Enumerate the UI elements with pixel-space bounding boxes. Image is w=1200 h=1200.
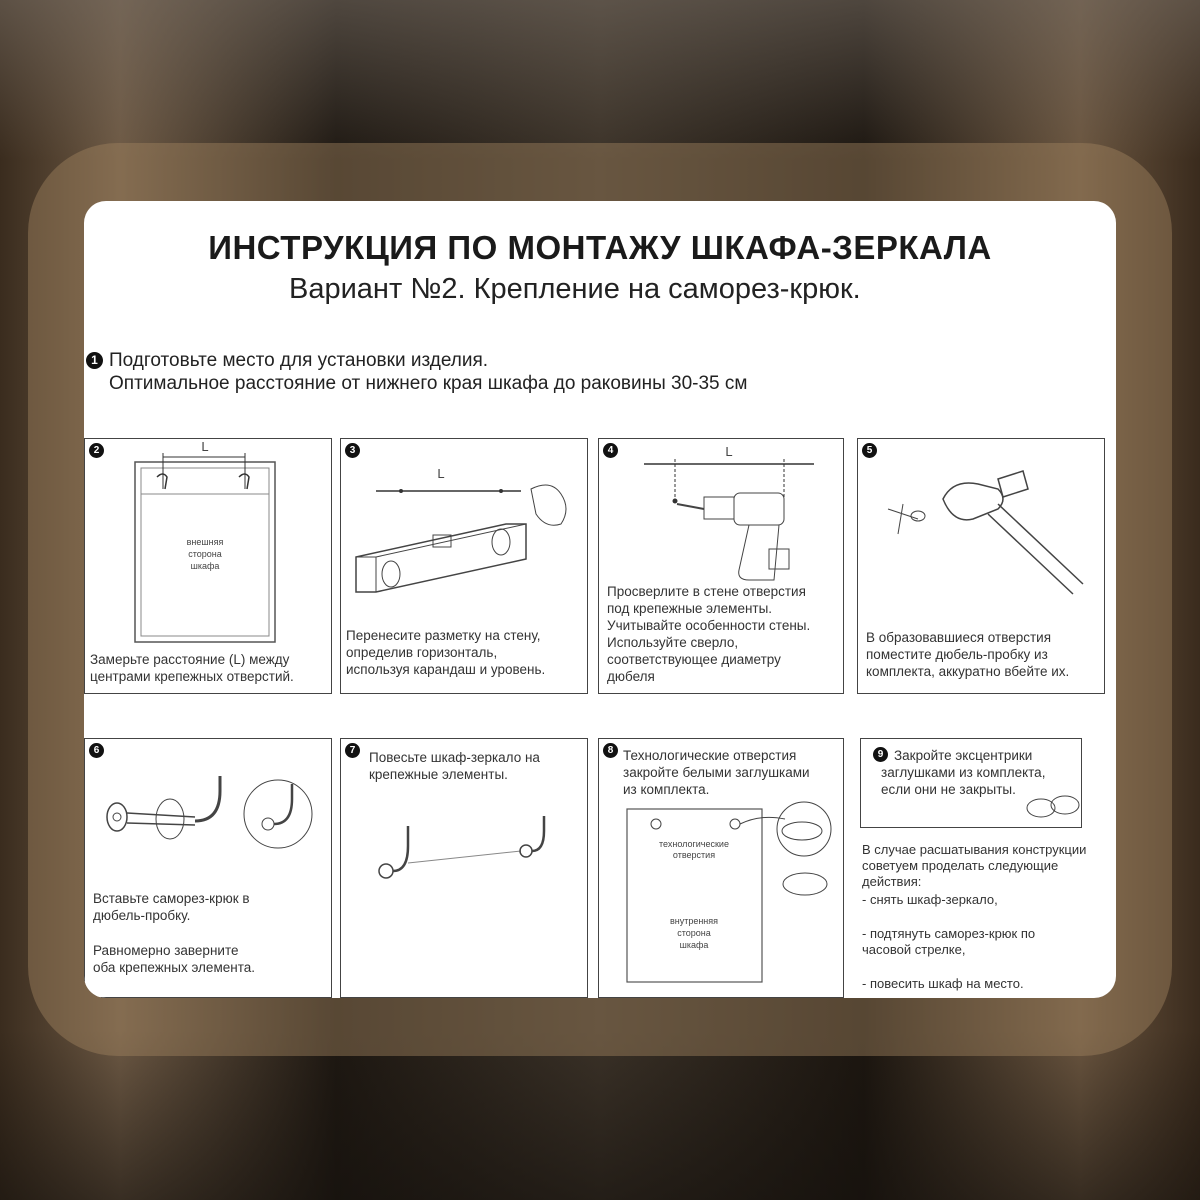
step-8-caption-2: закройте белыми заглушками bbox=[623, 765, 810, 780]
cabinet-side-label-1: внешняя bbox=[186, 537, 224, 547]
page-title: ИНСТРУКЦИЯ ПО МОНТАЖУ ШКАФА-ЗЕРКАЛА bbox=[208, 229, 992, 266]
step-4-caption-4: Используйте сверло, bbox=[607, 635, 739, 650]
step-9-caption-1: Закройте эксцентрики bbox=[894, 748, 1033, 763]
note-line-1: В случае расшатывания конструкции bbox=[862, 842, 1087, 857]
step-number-badge: 7 bbox=[345, 743, 360, 758]
cabinet-inside-label-2: сторона bbox=[677, 928, 711, 938]
note-line-4: - снять шкаф-зеркало, bbox=[862, 892, 998, 907]
step-9-caption-3: если они не закрыты. bbox=[881, 782, 1016, 797]
step-3-panel bbox=[340, 438, 588, 694]
step-4-panel bbox=[598, 438, 844, 694]
step-4-caption-2: под крепежные элементы. bbox=[607, 601, 773, 616]
step-number-badge: 5 bbox=[862, 443, 877, 458]
step-4-caption-3: Учитывайте особенности стены. bbox=[607, 618, 811, 633]
dimension-label-L: L bbox=[725, 444, 733, 459]
step-8-panel bbox=[598, 738, 844, 998]
dimension-label-L: L bbox=[437, 466, 445, 481]
step-2-panel bbox=[84, 438, 332, 694]
loosening-note bbox=[862, 841, 1112, 991]
instruction-sheet bbox=[84, 201, 1116, 998]
step-7-caption-2: крепежные элементы. bbox=[369, 767, 508, 782]
step-7-caption-1: Повесьте шкаф-зеркало на bbox=[369, 750, 540, 765]
step-9-panel bbox=[860, 738, 1082, 828]
note-line-3: действия: bbox=[862, 874, 922, 889]
step-number-badge: 1 bbox=[86, 352, 103, 369]
note-line-7: - повесить шкаф на место. bbox=[862, 976, 1024, 991]
dimension-label-L: L bbox=[201, 439, 209, 454]
background-blur-top bbox=[0, 0, 1200, 160]
step-8-caption-1: Технологические отверстия bbox=[623, 748, 797, 763]
cabinet-inside-label-1: внутренняя bbox=[669, 916, 719, 926]
step-6-caption-2: дюбель-пробку. bbox=[93, 908, 191, 923]
step-8-caption-3: из комплекта. bbox=[623, 782, 710, 797]
step-1-line-2: Оптимальное расстояние от нижнего края шкафа до раковины 30-35 см bbox=[109, 373, 748, 394]
step-4-caption-1: Просверлите в стене отверстия bbox=[607, 584, 806, 599]
step-5-caption-1: В образовавшиеся отверстия bbox=[866, 630, 1052, 645]
step-3-caption-1: Перенесите разметку на стену, bbox=[346, 628, 541, 643]
step-2-caption-2: центрами крепежных отверстий. bbox=[90, 669, 294, 684]
step-number-badge: 2 bbox=[89, 443, 104, 458]
note-line-5: - подтянуть саморез-крюк по bbox=[862, 926, 1036, 941]
step-number-badge: 4 bbox=[603, 443, 618, 458]
step-9-caption-2: заглушками из комплекта, bbox=[881, 765, 1046, 780]
cabinet-side-label-3: шкафа bbox=[190, 561, 220, 571]
step-number-badge: 8 bbox=[603, 743, 618, 758]
step-1-line-1: Подготовьте место для установки изделия. bbox=[109, 350, 489, 371]
step-number-badge: 6 bbox=[89, 743, 104, 758]
page-subtitle: Вариант №2. Крепление на саморез-крюк. bbox=[289, 273, 861, 305]
step-6-panel bbox=[84, 738, 332, 998]
step-2-caption-1: Замерьте расстояние (L) между bbox=[90, 652, 290, 667]
tech-holes-label-1: технологические bbox=[659, 839, 729, 849]
step-number-badge: 9 bbox=[873, 747, 888, 762]
note-line-2: советуем проделать следующие bbox=[862, 858, 1059, 873]
step-7-panel bbox=[340, 738, 588, 998]
step-6-caption-1: Вставьте саморез-крюк в bbox=[93, 891, 250, 906]
step-3-caption-3: используя карандаш и уровень. bbox=[346, 662, 546, 677]
step-4-caption-5: соответствующее диаметру bbox=[607, 652, 781, 667]
step-5-caption-3: комплекта, аккуратно вбейте их. bbox=[866, 664, 1070, 679]
step-5-caption-2: поместите дюбель-пробку из bbox=[866, 647, 1048, 662]
step-4-caption-6: дюбеля bbox=[607, 669, 655, 684]
tech-holes-label-2: отверстия bbox=[672, 850, 716, 860]
step-3-caption-2: определив горизонталь, bbox=[346, 645, 498, 660]
step-5-panel bbox=[857, 438, 1105, 694]
step-number-badge: 3 bbox=[345, 443, 360, 458]
step-6-caption-3: Равномерно заверните bbox=[93, 943, 239, 958]
note-line-6: часовой стрелке, bbox=[862, 942, 966, 957]
cabinet-side-label-2: сторона bbox=[188, 549, 222, 559]
cabinet-inside-label-3: шкафа bbox=[679, 940, 709, 950]
step-6-caption-4: оба крепежных элемента. bbox=[93, 960, 255, 975]
